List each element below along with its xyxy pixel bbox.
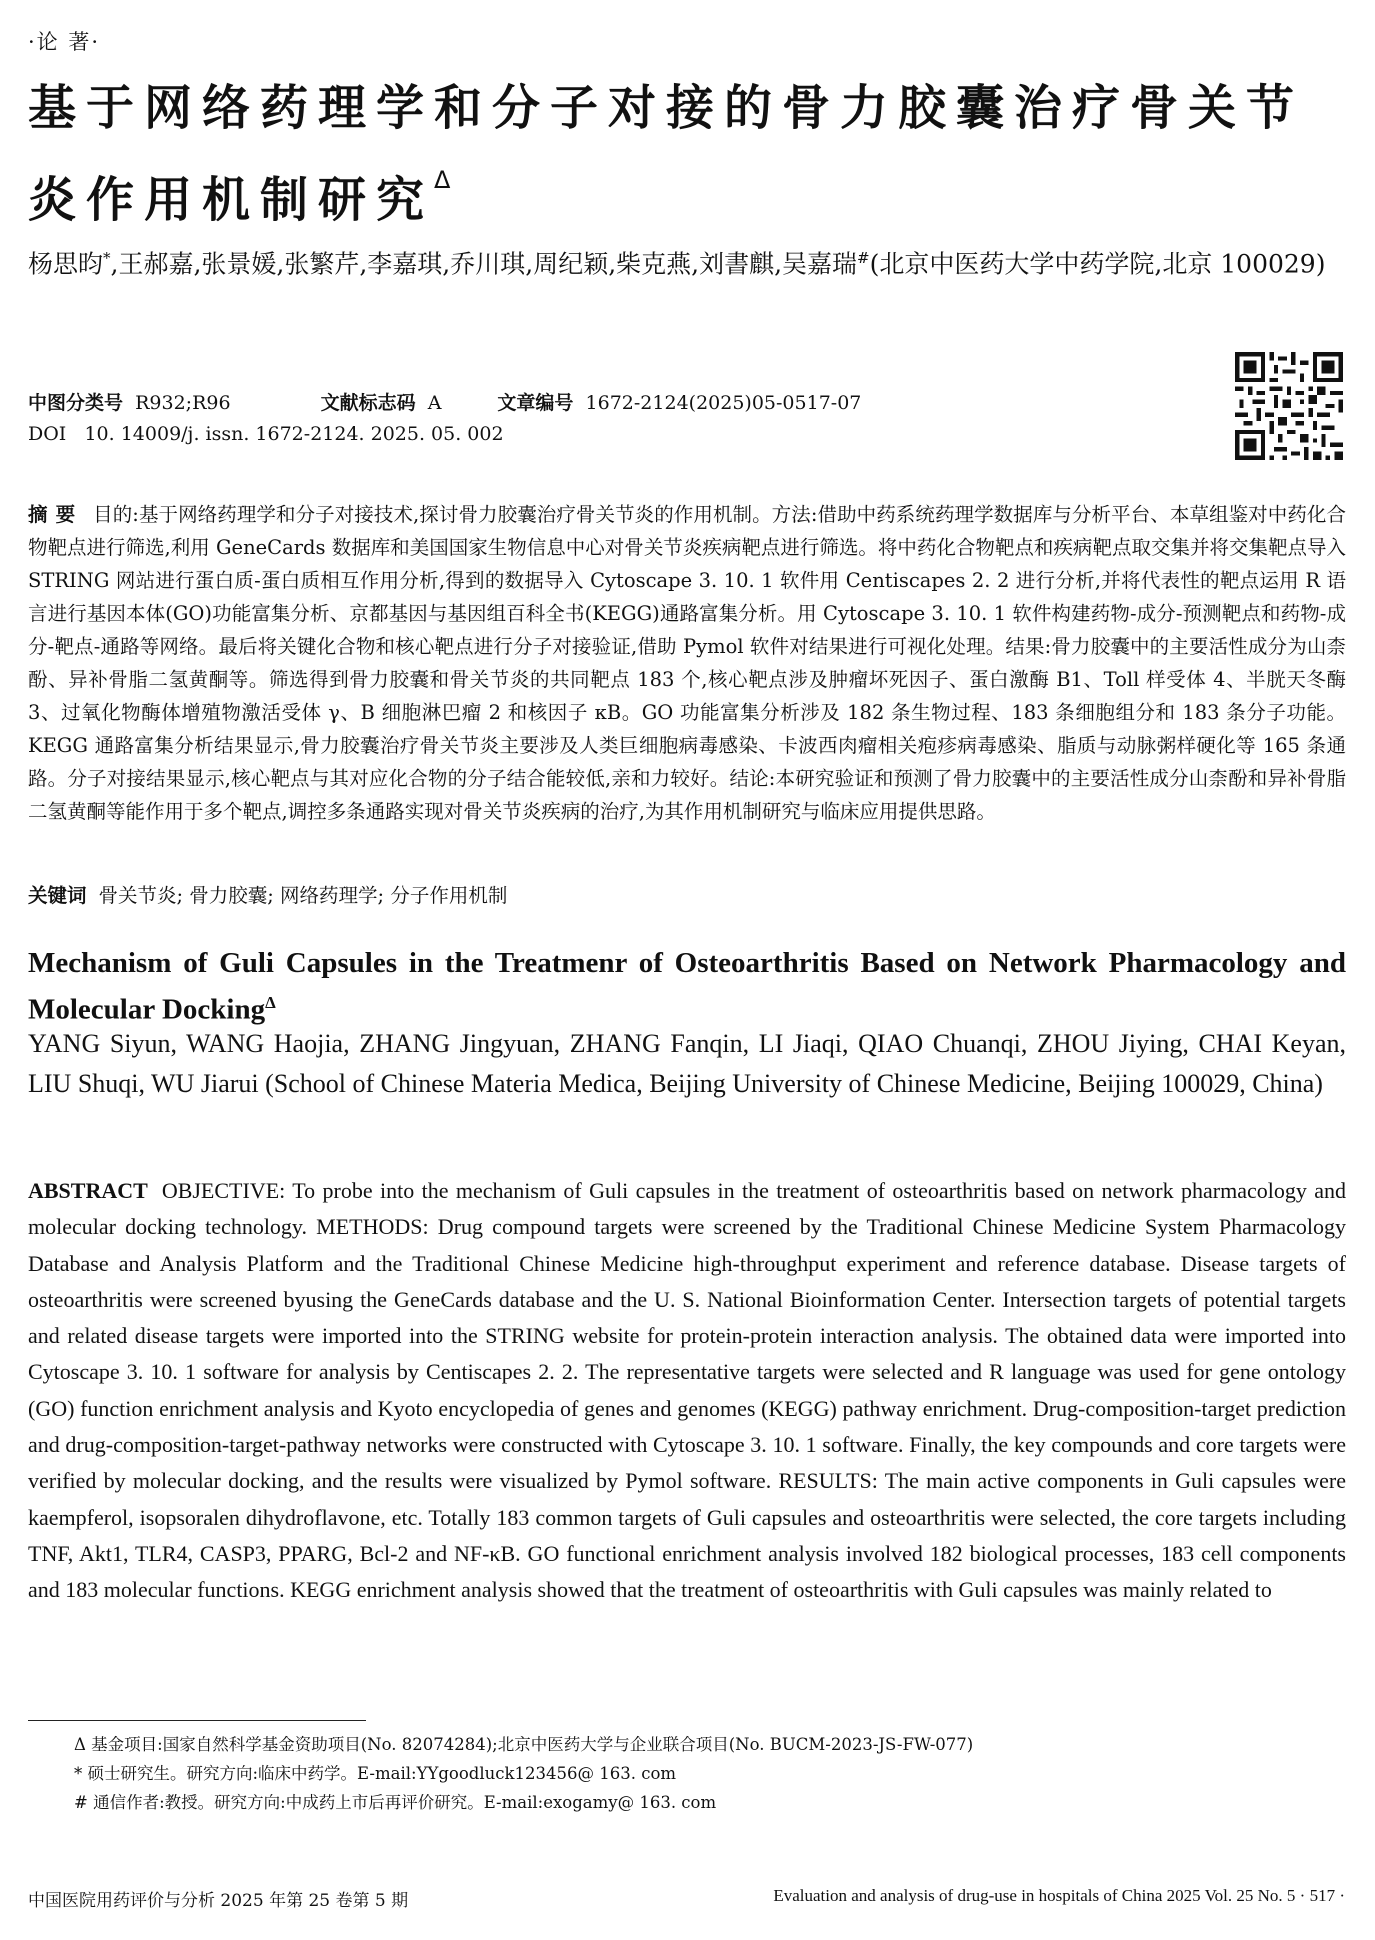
footnote-first-author: * 硕士研究生。研究方向:临床中药学。E-mail:YYgoodluck123456@ 163. com bbox=[74, 1764, 677, 1783]
clc-value: R932;R96 bbox=[135, 392, 231, 414]
abstract-en bbox=[28, 1173, 1346, 1609]
keywords-cn bbox=[28, 880, 507, 908]
article-title-cn bbox=[28, 72, 1358, 236]
title-en-fund-mark: Δ bbox=[265, 993, 276, 1012]
footer-journal-cn: 中国医院用药评价与分析 2025 年第 25 卷第 5 期 bbox=[28, 1891, 409, 1911]
abstract-cn-label: 摘要 bbox=[28, 503, 84, 526]
footnotes bbox=[74, 1730, 1344, 1817]
abstract-cn bbox=[28, 498, 1346, 828]
doi-label: DOI bbox=[28, 423, 67, 445]
author-corresponding-mark: # bbox=[857, 249, 870, 267]
abstract-en-label: ABSTRACT bbox=[28, 1178, 148, 1203]
authors-cn bbox=[28, 238, 1348, 284]
author-list: ,王郝嘉,张景媛,张繁芹,李嘉琪,乔川琪,周纪颖,柴克燕,刘書麒,吴嘉瑞 bbox=[110, 249, 858, 279]
title-cn-fund-mark: Δ bbox=[434, 166, 451, 194]
footer-journal-en: Evaluation and analysis of drug-use in hospitals of China 2025 Vol. 25 No. 5 · 517 · bbox=[773, 1886, 1345, 1905]
article-no-label: 文章编号 bbox=[497, 392, 574, 414]
footnote-divider bbox=[28, 1720, 366, 1721]
doi-line bbox=[28, 423, 504, 445]
author-first-mark: * bbox=[103, 249, 111, 267]
author-affiliation: (北京中医药大学中药学院,北京 100029) bbox=[869, 249, 1326, 279]
title-en-text: Mechanism of Guli Capsules in the Treatmenr of Osteoarthritis Based on Network Pharmacology and Molecular Docking bbox=[28, 947, 1346, 1026]
doc-code-label: 文献标志码 bbox=[320, 392, 416, 414]
keywords-cn-text: 骨关节炎; 骨力胶囊; 网络药理学; 分子作用机制 bbox=[98, 884, 508, 907]
doc-code-value: A bbox=[427, 392, 442, 414]
abstract-en-text: OBJECTIVE: To probe into the mechanism of Guli capsules in the treatment of osteoarthritis based on network pharmacology and molecular docking technology. METHODS: Drug compound targets were screened by the Traditional Chinese Medicine System Pharmacology Database and Analysis Platform and the Traditional Chinese Medicine high-throughput experiment and reference database. Disease targets of osteoarthritis were screened byusing the GeneCards database and the U. S. National Bioinformation Center. Intersection targets of potential targets and related disease targets were imported into the STRING website for protein-protein interaction analysis. The obtained data were imported into Cytoscape 3. 10. 1 software for analysis by Centiscapes 2. 2. The representative targets were selected and R language was used for gene ontology (GO) function enrichment analysis and Kyoto encyclopedia of genes and genomes (KEGG) pathway enrichment. Drug-composition-target prediction and drug-composition-target-pathway networks were constructed with Cytoscape 3. 10. 1 software. Finally, the key compounds and core targets were verified by molecular docking, and the results were visualized by Pymol software. RESULTS: The main active components in Guli capsules were kaempferol, isopsoralen dihydroflavone, etc. Totally 183 common targets of Guli capsules and osteoarthritis were selected, the core targets including TNF, Akt1, TLR4, CASP3, PPARG, Bcl-2 and NF-κB. GO functional enrichment analysis involved 182 biological processes, 183 cell components and 183 molecular functions. KEGG enrichment analysis showed that the treatment of osteoarthritis with Guli capsules was mainly related to bbox=[28, 1178, 1346, 1603]
clc-label: 中图分类号 bbox=[28, 392, 124, 414]
footnote-corresponding: # 通信作者:教授。研究方向:中成药上市后再评价研究。E-mail:exogamy@ 163. com bbox=[74, 1793, 717, 1812]
article-no-value: 1672-2124(2025)05-0517-07 bbox=[585, 392, 862, 414]
section-tag: ·论 著· bbox=[28, 30, 101, 54]
footnote-fund: Δ 基金项目:国家自然科学基金资助项目(No. 82074284);北京中医药大学与企业联合项目(No. BUCM-2023-JS-FW-077) bbox=[74, 1735, 974, 1754]
author-first: 杨思昀 bbox=[28, 249, 104, 279]
qr-code-icon[interactable] bbox=[1235, 352, 1343, 460]
article-title-en bbox=[28, 943, 1346, 1030]
classification-line bbox=[28, 388, 861, 415]
doi-value[interactable]: 10. 14009/j. issn. 1672-2124. 2025. 05. 002 bbox=[84, 423, 504, 445]
title-cn-text: 基于网络药理学和分子对接的骨力胶囊治疗骨关节炎作用机制研究 bbox=[28, 80, 1305, 228]
authors-en: YANG Siyun, WANG Haojia, ZHANG Jingyuan, ZHANG Fanqin, LI Jiaqi, QIAO Chuanqi, ZHOU Jiying, CHAI Keyan, LIU Shuqi, WU Jiarui (School of Chinese Materia Medica, Beijing University of Chinese Medicine, Beijing 100029, China) bbox=[28, 1029, 1346, 1098]
keywords-cn-label: 关键词 bbox=[28, 884, 87, 907]
abstract-cn-text: 目的:基于网络药理学和分子对接技术,探讨骨力胶囊治疗骨关节炎的作用机制。方法:借助中药系统药理学数据库与分析平台、本草组鉴对中药化合物靶点进行筛选,利用 GeneCards 数据库和美国国家生物信息中心对骨关节炎疾病靶点进行筛选。将中药化合物靶点和疾病靶点取交集并将交集靶点导入 STRING 网站进行蛋白质-蛋白质相互作用分析,得到的数据导入 Cytoscape 3. 10. 1 软件用 Centiscapes 2. 2 进行分析,并将代表性的靶点运用 R 语言进行基因本体(GO)功能富集分析、京都基因与基因组百科全书(KEGG)通路富集分析。用 Cytoscape 3. 10. 1 软件构建药物-成分-预测靶点和药物-成分-靶点-通路等网络。最后将关键化合物和核心靶点进行分子对接验证,借助 Pymol 软件对结果进行可视化处理。结果:骨力胶囊中的主要活性成分为山柰酚、异补骨脂二氢黄酮等。筛选得到骨力胶囊和骨关节炎的共同靶点 183 个,核心靶点涉及肿瘤坏死因子、蛋白激酶 B1、Toll 样受体 4、半胱天冬酶 3、过氧化物酶体增殖物激活受体 γ、B 细胞淋巴瘤 2 和核因子 κB。GO 功能富集分析涉及 182 条生物过程、183 条细胞组分和 183 条分子功能。KEGG 通路富集分析结果显示,骨力胶囊治疗骨关节炎主要涉及人类巨细胞病毒感染、卡波西肉瘤相关疱疹病毒感染、脂质与动脉粥样硬化等 165 条通路。分子对接结果显示,核心靶点与其对应化合物的分子结合能较低,亲和力较好。结论:本研究验证和预测了骨力胶囊中的主要活性成分山柰酚和异补骨脂二氢黄酮等能作用于多个靶点,调控多条通路实现对骨关节炎疾病的治疗,为其作用机制研究与临床应用提供思路。 bbox=[28, 503, 1346, 823]
